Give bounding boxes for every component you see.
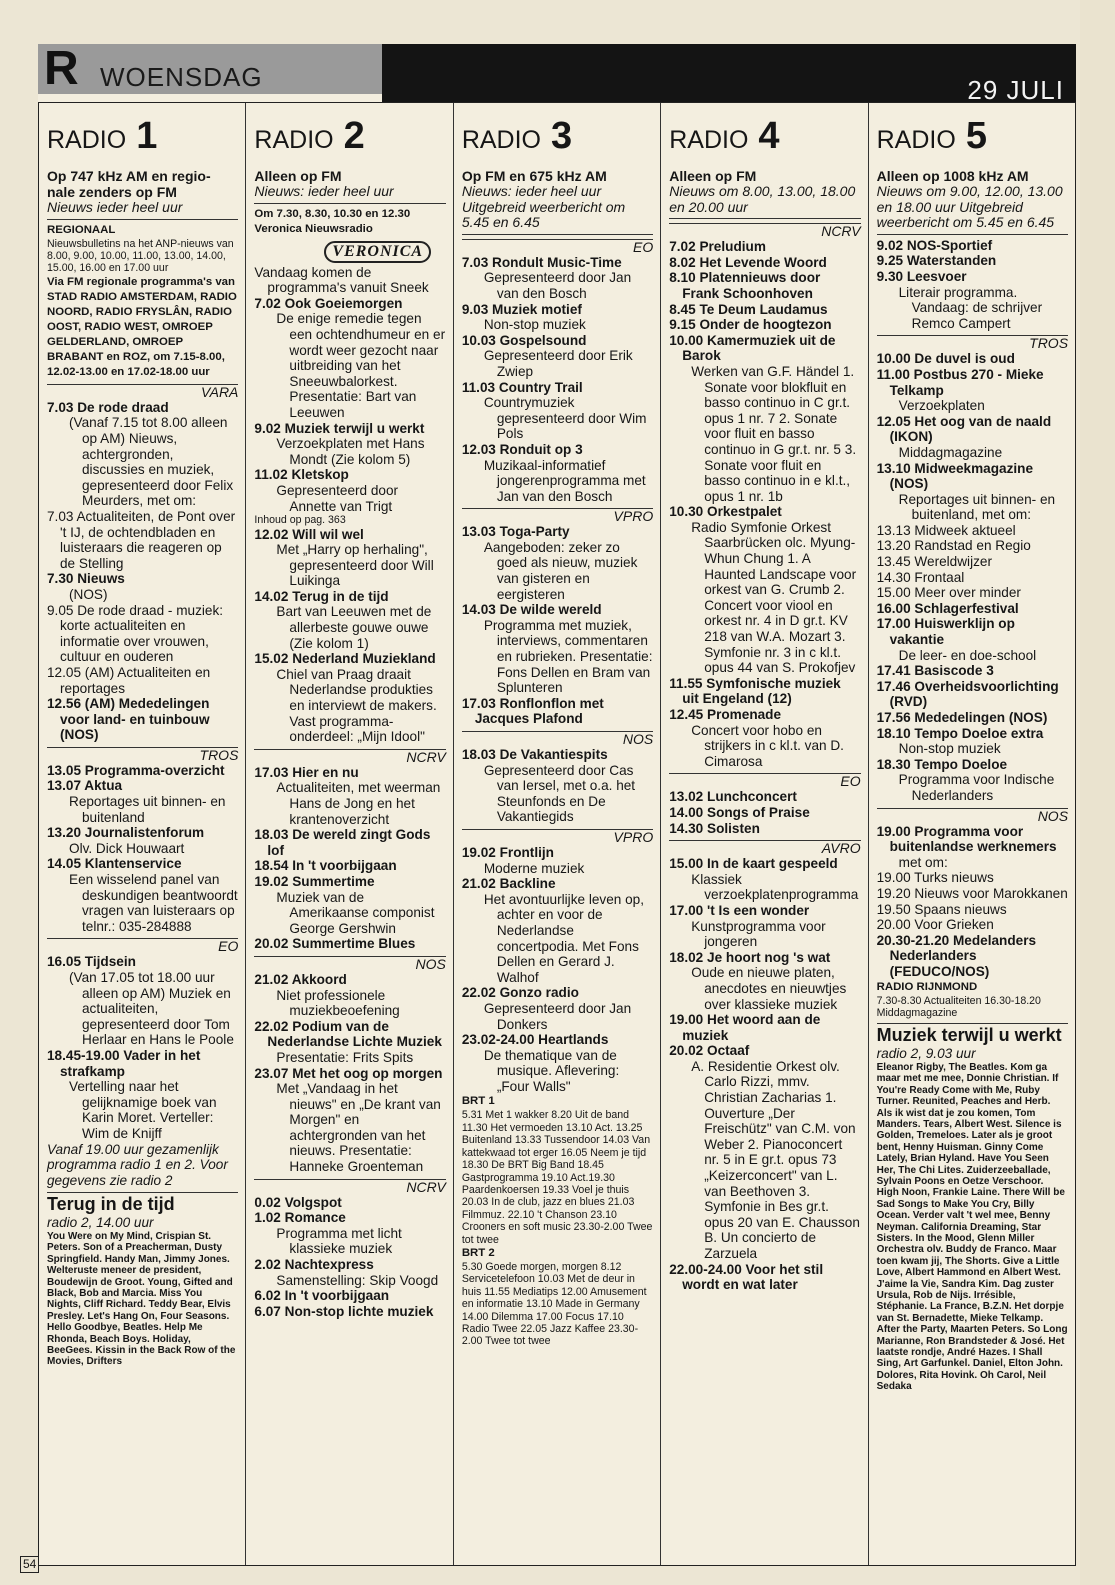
program-line: 7.03 Actualiteiten, de Pont over 't IJ, de ochtendbladen en luisteraars die reageren op de Stelling [47, 508, 236, 571]
program-line: 20.00 Voor Grieken [876, 917, 994, 933]
program-entry [669, 239, 860, 255]
program-line: 9.05 De rode draad - muziek: korte actualiteiten en informatie over vrouwen, cultuur en ouderen [47, 602, 224, 665]
page-number: 54 [20, 1556, 39, 1573]
program-line: Vandaag komen de programma's vanuit Sneek [254, 264, 429, 296]
program-entry [462, 442, 653, 504]
program-title: 17.56 Mededelingen (NOS) [876, 710, 1048, 725]
program-entry [254, 972, 445, 1019]
program-title: 12.56 (AM) Mededelingen voor land- en tuinbouw (NOS) [47, 696, 210, 743]
program-entry [254, 765, 445, 827]
station-number: 2 [343, 115, 365, 157]
program-description: Samenstelling: Skip Voogd [276, 1272, 439, 1288]
program-title: 18.02 Je hoort nog 's wat [669, 949, 831, 965]
program-description: Literair programma. Vandaag: de schrijver Remco Campert [898, 284, 1043, 331]
program-entry [877, 601, 1068, 617]
program-entry [462, 876, 653, 985]
station-intro: Alleen op FM [254, 168, 342, 184]
program-entry [877, 663, 1068, 679]
program-description: Met „Harry op herhaling", gepresenteerd door Will Luikinga [276, 542, 434, 589]
program-title: 7.03 Rondult Music-Time [461, 254, 622, 270]
program-title: 23.02-24.00 Heartlands [461, 1032, 609, 1048]
program-description: A. Residentie Orkest olv. Carlo Rizzi, mmv. Christian Zacharias 1. Ouverture „Der Freischütz" van C.M. von Weber 2. Pianoconcert nr. 5 in E gr.t. opus 73 „Keizerconcert" van L. van Beethoven 3. Symfonie in Bes gr.t. opus 20 van E. Chausson B. Un concierto de Zarzuela [691, 1058, 860, 1261]
station-word: RADIO [461, 126, 541, 154]
program-title: 18.54 In 't voorbijgaan [254, 858, 397, 874]
program-title: 10.30 Orkestpalet [669, 504, 782, 520]
program-entry [877, 679, 1068, 710]
program-entry [47, 1048, 238, 1142]
station-columns [38, 102, 1076, 1566]
program-title: 18.45-19.00 Vader in het strafkamp [47, 1047, 201, 1079]
program-description: Olv. Dick Houwaart [69, 840, 185, 856]
program-title: 9.30 Leesvoer [876, 268, 967, 284]
program-description: Middagmagazine [898, 444, 1003, 460]
program-entry [877, 933, 1068, 980]
program-line: 13.20 Randstad en Regio [876, 538, 1031, 554]
program-description: Presentatie: Frits Spits [276, 1049, 414, 1065]
program-title: 10.03 Gospelsound [461, 332, 587, 348]
program-entry [669, 1262, 860, 1293]
column-radio-4 [661, 103, 868, 1565]
divider-line [254, 203, 445, 204]
small-print: Nieuwsbulletins na het ANP-nieuws van 8.00, 9.00, 10.00, 11.00, 13.00, 14.00, 15.00, 16.00 en 17.00 uur [47, 237, 234, 275]
program-entry [462, 302, 653, 333]
program-title: 16.05 Tijdsein [47, 954, 136, 970]
program-entry [877, 824, 1068, 871]
program-entry [877, 238, 1068, 254]
program-title: 13.20 Journalistenforum [47, 825, 205, 841]
broadcaster-label: VPRO [462, 508, 653, 524]
program-entry [669, 805, 860, 821]
program-entry [254, 936, 445, 952]
program-title: 19.00 Het woord aan de muziek [669, 1012, 821, 1043]
broadcaster-label: NCRV [254, 749, 445, 765]
column-radio-3 [454, 103, 661, 1565]
program-description: Gepresenteerd door Jan Donkers [483, 1000, 632, 1032]
station-news: Nieuws ieder heel uur [47, 199, 183, 215]
program-entry [462, 747, 653, 825]
program-entry [254, 1210, 445, 1257]
program-title: 13.05 Programma-overzicht [47, 762, 225, 778]
program-entry [462, 602, 653, 696]
program-title: 14.03 De wilde wereld [461, 602, 602, 618]
program-title: 0.02 Volgspot [254, 1194, 342, 1210]
program-description: De leer- en doe-school [898, 647, 1037, 663]
program-title: 11.00 Postbus 270 - Mieke Telkamp [876, 366, 1044, 398]
station-word: RADIO [47, 126, 127, 154]
program-title: 13.03 Toga-Party [461, 524, 570, 540]
station-title [254, 115, 445, 158]
program-description: (Van 17.05 tot 18.00 uur alleen op AM) Muziek en actualiteiten, gepresenteerd door Tom Herlaar en Hans le Poole [69, 970, 234, 1048]
program-entry [254, 858, 445, 874]
program-entry [462, 380, 653, 442]
box-title: Terug in de tijd [47, 1192, 238, 1215]
broadcaster-label: TROS [47, 747, 238, 763]
program-entry [462, 524, 653, 602]
program-entry [462, 985, 653, 1032]
program-entry [669, 856, 860, 903]
program-description: Het avontuurlijke leven op, achter en voor de Nederlandse concertpodia. Met Fons Dellen en Gerard J. Walhof [483, 891, 645, 985]
program-description: Klassiek verzoekplatenprogramma [691, 871, 859, 903]
program-description: Moderne muziek [483, 860, 585, 876]
program-line: 14.30 Frontaal [876, 569, 965, 585]
program-entry [669, 302, 860, 318]
program-entry [877, 757, 1068, 804]
program-title: 22.02 Podium van de Nederlandse Lichte Muziek [254, 1018, 442, 1050]
program-description: Bart van Leeuwen met de allerbeste gouwe ouwe (Zie kolom 1) [276, 604, 432, 651]
program-entry [462, 333, 653, 380]
program-description: Muzikaal-informatief jongerenprogramma met Jan van den Bosch [483, 457, 646, 504]
program-description: Verzoekplaten met Hans Mondt (Zie kolom 5) [276, 436, 425, 467]
program-entry [47, 696, 238, 743]
program-description: Reportages uit binnen- en buitenland [69, 794, 226, 825]
header-day: WOENSDAG [100, 62, 263, 92]
broadcaster-label: EO [47, 938, 238, 954]
program-title: 20.02 Summertime Blues [254, 936, 416, 952]
program-description: Een wisselend panel van deskundigen beantwoordt vragen van luisteraars op telnr.: 035-284888 [69, 872, 238, 934]
program-title: 7.30 Nieuws [47, 571, 125, 587]
program-title: 22.02 Gonzo radio [461, 985, 579, 1001]
program-description: Radio Symfonie Orkest Saarbrücken olc. Myung-Whun Chung 1. A Haunted Landscape voor orkest van G. Crumb 2. Concert voor viool en orkest nr. 4 in D gr.t. KV 218 van W.A. Mozart 3. Symfonie nr. 3 in c kl.t. opus 44 van S. Prokofjev [691, 519, 857, 676]
program-entry [254, 1257, 445, 1288]
section-label: BRT 2 [461, 1246, 495, 1259]
program-title: 8.10 Platennieuws door Frank Schoonhoven [669, 270, 821, 301]
program-description: Vertelling naar het gelijknamige boek van Karin Moret. Verteller: Wim de Knijff [69, 1079, 217, 1141]
program-entry [462, 696, 653, 727]
station-number: 1 [136, 115, 158, 157]
station-intro: Op 747 kHz AM en regio-nale zenders op FM [47, 168, 211, 200]
program-title: 7.03 De rode draad [47, 399, 169, 415]
station-title [877, 115, 1068, 158]
program-title: 12.02 Will wil wel [254, 526, 364, 542]
program-description: Werken van G.F. Händel 1. Sonate voor blokfluit en basso continuo in C gr.t. opus 1 nr. 7 2. Sonate voor fluit en basso continuo in G gr.t. nr. 5 3. Sonate voor fluit en basso continuo in e kl.t., opus 1 nr. 1b [691, 363, 857, 504]
program-title: 17.41 Basiscode 3 [876, 663, 994, 679]
program-description: Met „Vandaag in het nieuws" en „De krant van Morgen" en achtergronden van het nieuws. Presentatie: Hanneke Groenteman [276, 1081, 441, 1175]
program-description: Niet professionele muziekbeoefening [276, 987, 400, 1019]
program-entry [669, 255, 860, 271]
program-description: Gepresenteerd door Annette van Trigt [276, 482, 399, 514]
program-title: 20.02 Octaaf [669, 1043, 750, 1059]
program-title: 7.02 Ook Goeiemorgen [254, 295, 403, 311]
program-description: Chiel van Praag draait Nederlandse produkties en interviewt de makers. Vast programma-onderdeel: „Mijn Idool" [276, 666, 437, 745]
program-title: 10.00 De duvel is oud [876, 351, 1015, 367]
program-description: Actualiteiten, met weerman Hans de Jong en het krantenoverzicht [276, 780, 441, 827]
program-title: 21.02 Akkoord [254, 971, 347, 987]
program-entry [47, 400, 238, 509]
program-title: 18.03 De wereld zingt Gods lof [254, 827, 431, 858]
section-label: BRT 1 [461, 1095, 495, 1108]
station-word: RADIO [254, 126, 334, 154]
program-line: 13.13 Midweek aktueel [876, 522, 1016, 538]
italic-note: Vanaf 19.00 uur gezamenlijk programma radio 1 en 2. Voor gegevens zie radio 2 [47, 1141, 228, 1188]
box-title: Muziek terwijl u werkt [877, 1023, 1068, 1046]
program-title: 6.02 In 't voorbijgaan [254, 1288, 390, 1304]
program-entry [877, 726, 1068, 757]
program-title: 11.55 Symfonische muziek uit Engeland (12) [669, 675, 841, 707]
column-radio-5 [869, 103, 1075, 1565]
station-word: RADIO [669, 126, 749, 154]
program-description: De thematique van de musique. Aflevering: „Four Walls" [483, 1047, 620, 1094]
program-line: 19.00 Turks nieuws [876, 870, 994, 886]
broadcaster-label: TROS [877, 335, 1068, 351]
program-entry [669, 504, 860, 676]
program-entry [47, 825, 238, 856]
program-line: 15.00 Meer over minder [876, 585, 1021, 601]
broadcaster-label: VPRO [462, 829, 653, 845]
small-print: 5.30 Goede morgen, morgen 8.12 Servicetelefoon 10.03 Met de deur in huis 11.55 Mediatips 12.00 Amusement en informatie 13.10 Made in Germany 14.00 Dilemma 17.00 Focus 17.10 Radio Twee 22.05 Jazz Kaffee 23.30-2.00 Twee tot twee [461, 1260, 647, 1348]
program-description: Aangeboden: zeker zo goed als nieuw, muziek van gisteren en eergisteren [483, 539, 638, 602]
divider-line [462, 234, 653, 235]
program-title: 18.03 De Vakantiespits [461, 747, 608, 762]
program-entry [669, 1012, 860, 1043]
broadcaster-label: NOS [877, 808, 1068, 824]
station-word: RADIO [876, 126, 956, 154]
program-description: Gepresenteerd door Cas van Iersel, met o.a. het Steunfonds en De Vakantiegids [483, 762, 636, 825]
program-entry [877, 710, 1068, 726]
program-entry [254, 651, 445, 745]
program-entry [254, 1304, 445, 1320]
station-number: 3 [551, 115, 573, 157]
station-intro: Alleen op 1008 kHz AM [876, 168, 1029, 184]
program-entry [47, 856, 238, 934]
tv-guide-page [38, 44, 1076, 1566]
program-entry [462, 1032, 653, 1094]
program-title: 15.02 Nederland Muziekland [254, 651, 436, 667]
program-title: 18.10 Tempo Doeloe extra [876, 725, 1044, 741]
header-right-band [382, 44, 1076, 105]
program-title: 14.05 Klantenservice [47, 856, 182, 872]
divider-line [47, 219, 238, 220]
program-title: 9.03 Muziek motief [461, 301, 582, 317]
program-title: 9.15 Onder de hoogtezon [669, 317, 832, 333]
program-title: 20.30-21.20 Medelanders Nederlanders (FEDUCO/NOS) [876, 932, 1037, 979]
program-title: 19.02 Frontlijn [461, 844, 554, 860]
program-entry [462, 845, 653, 876]
program-description: Non-stop muziek [483, 317, 586, 333]
program-line: 12.05 (AM) Actualiteiten en reportages [47, 664, 211, 696]
station-intro: Alleen op FM [669, 168, 757, 184]
program-entry [462, 255, 653, 302]
program-entry [254, 1195, 445, 1211]
program-title: 6.07 Non-stop lichte muziek [254, 1303, 434, 1319]
program-title: 14.02 Terug in de tijd [254, 588, 389, 604]
broadcaster-label: NOS [254, 956, 445, 972]
program-entry [877, 367, 1068, 414]
section-label: Om 7.30, 8.30, 10.30 en 12.30 Veronica Nieuwsradio [254, 207, 411, 235]
program-title: 17.00 Huiswerklijn op vakantie [876, 616, 1015, 648]
station-news: Nieuws: ieder heel uur [254, 183, 394, 199]
program-description: Non-stop muziek [898, 741, 1001, 757]
program-line: 19.50 Spaans nieuws [876, 901, 1007, 917]
program-line: 19.20 Nieuws voor Marokkanen [876, 885, 1068, 901]
station-number: 5 [965, 115, 987, 157]
program-title: 19.00 Programma voor buitenlandse werknemers [876, 823, 1057, 855]
program-description: (NOS) [69, 586, 108, 602]
broadcaster-label: NCRV [254, 1179, 445, 1195]
program-description: Kunstprogramma voor jongeren [691, 918, 826, 950]
station-number: 4 [758, 115, 780, 157]
program-title: 14.00 Songs of Praise [669, 804, 810, 820]
program-description: De enige remedie tegen een ochtendhumeur en er wordt weer gezocht naar uitbreiding van het Sneeuwbalorkest. Presentatie: Bart van Leeuwen [276, 311, 446, 420]
program-title: 1.02 Romance [254, 1210, 346, 1226]
program-title: 17.03 Hier en nu [254, 764, 359, 780]
italic-note: radio 2, 9.03 uur [876, 1046, 976, 1062]
program-title: 21.02 Backline [461, 876, 556, 892]
broadcaster-label: EO [462, 239, 653, 255]
program-entry [254, 421, 445, 468]
station-news: Nieuws om 9.00, 12.00, 13.00 en 18.00 uur Uitgebreid weerbericht om 5.45 en 6.45 [876, 183, 1063, 231]
program-description: Countrymuziek gepresenteerd door Wim Pols [483, 395, 647, 442]
program-title: 9.02 Muziek terwijl u werkt [254, 420, 425, 436]
program-entry [669, 1043, 860, 1261]
program-entry [254, 296, 445, 421]
program-line: 13.45 Wereldwijzer [876, 554, 992, 570]
song-list: Eleanor Rigby, The Beatles. Kom ga maar met me mee, Donnie Christian. If You're Ready Come with Me, Ruby Turner. Reunited, Peaches and Herb. Als ik wist dat je zou komen, Tom Manders. Tears, Albert West. Silence is Golden, Tremeloes. Later als je groot bent, Henny Huisman. Ginny Come Lately, Brian Hyland. Have You Seen Her, The Chi Lites. Zuiderzeeballade, Sylvain Poons en Oetze Verschoor. High Noon, Frankie Laine. There Will be Sad Songs to Make You Cry, Billy Ocean. Verder valt 't wel mee, Benny Neyman. California Dreaming, Star Sisters. In the Mood, Glenn Miller Orchestra olv. Buddy de Franco. Maar toen kwam jij, The Shorts. Give a Little Love, Albert Hammond en Albert West. J'aime la Vie, Sandra Kim. Dag zuster Ursula, Rob de Nijs. Irrésible, Stéphanie. La France, B.Z.N. Het dorpje van St. Bernadette, Mieke Telkamp. After the Party, Maarten Peters. So Long Marianne, Ron Brandsteder & José. Het laatste rondje, André Hazes. I Shall Sing, Art Garfunkel. Daniel, Elton John. Dolores, Rita Hovink. Oh Carol, Neil Sedaka [876, 1061, 1068, 1393]
program-entry [877, 269, 1068, 331]
program-description: Oude en nieuwe platen, anecdotes en nieuwtjes over klassieke muziek [691, 965, 847, 1012]
program-entry [47, 763, 238, 779]
program-entry [669, 270, 860, 301]
divider-line [877, 234, 1068, 235]
program-entry [254, 827, 445, 858]
program-title: 11.03 Country Trail [461, 379, 583, 395]
program-entry [669, 789, 860, 805]
program-description: Concert voor hobo en strijkers in c kl.t. van D. Cimarosa [691, 722, 844, 769]
program-description: met om: [898, 854, 948, 870]
program-entry [669, 333, 860, 505]
program-title: 13.07 Aktua [47, 778, 123, 794]
broadcaster-label: NCRV [669, 223, 860, 239]
program-entry [254, 1066, 445, 1175]
section-label: RADIO RIJNMOND [876, 980, 978, 993]
program-entry [877, 253, 1068, 269]
program-title: 9.25 Waterstanden [876, 253, 997, 269]
program-entry [254, 874, 445, 936]
program-title: 17.00 't Is een wonder [669, 902, 810, 918]
program-description: (Vanaf 7.15 tot 8.00 alleen op AM) Nieuws, achtergronden, discussies en muziek, gepresenteerd door Felix Meurders, met om: [69, 415, 234, 509]
broadcaster-label: VARA [47, 384, 238, 400]
program-title: 14.30 Solisten [669, 820, 760, 836]
program-title: 11.02 Kletskop [254, 467, 349, 483]
program-entry [47, 778, 238, 825]
program-description: Programma met muziek, interviews, commentaren en rubrieken. Presentatie: Fons Dellen en Bram van Splunteren [483, 617, 653, 696]
column-radio-2 [246, 103, 453, 1565]
program-title: 22.00-24.00 Voor het stil wordt en wat later [669, 1261, 824, 1293]
program-title: 10.00 Kamermuziek uit de Barok [669, 332, 836, 364]
program-title: 8.45 Te Deum Laudamus [669, 301, 828, 317]
program-title: 19.02 Summertime [254, 873, 375, 889]
program-title: 9.02 NOS-Sportief [876, 237, 993, 253]
program-entry [254, 467, 445, 514]
song-list: You Were on My Mind, Crispian St. Peters. Son of a Preacherman, Dusty Springfield. Handy Man, Jimmy Jones. Welteruste meneer de president, Boudewijn de Groot. Young, Gifted and Black, Bob and Marcia. Miss You Nights, Cliff Richard. Teddy Bear, Elvis Presley. Let's Hang On, Four Seasons. Hello Goodbye, Beatles. Help Me Rhonda, Beach Boys. Holiday, BeeGees. Kissin in the Back Row of the Movies, Drifters [47, 1230, 236, 1368]
section-label: REGIONAAL [47, 223, 116, 236]
program-description: Muziek van de Amerikaanse componist George Gershwin [276, 889, 435, 936]
program-title: 18.30 Tempo Doeloe [876, 756, 1008, 772]
header-letter: R [44, 42, 79, 95]
section-label: Via FM regionale programma's van STAD RADIO AMSTERDAM, RADIO NOORD, RADIO FRYSLÂN, RADIO OOST, RADIO WEST, OMROEP GELDERLAND, OMROEP BRABANT en ROZ, om 7.15-8.00, 12.02-13.00 en 17.02-18.00 uur [47, 275, 237, 378]
veronica-logo: VERONICA [324, 241, 431, 263]
station-title [669, 115, 860, 158]
program-entry [254, 527, 445, 589]
program-entry [669, 950, 860, 1012]
station-news: Nieuws: ieder heel uur Uitgebreid weerbericht om 5.45 en 6.45 [461, 183, 626, 231]
italic-note: radio 2, 14.00 uur [47, 1215, 154, 1231]
broadcaster-label: AVRO [669, 840, 860, 856]
station-intro: Op FM en 675 kHz AM [461, 168, 607, 184]
program-title: 16.00 Schlagerfestival [876, 600, 1019, 616]
program-entry [669, 707, 860, 769]
small-print: 7.30-8.30 Actualiteiten 16.30-18.20 Middagmagazine [876, 994, 1041, 1019]
program-description: Verzoekplaten [898, 398, 985, 414]
program-description: Gepresenteerd door Jan van den Bosch [483, 270, 632, 301]
header-date: 29 JULI [967, 75, 1064, 105]
program-entry [47, 954, 238, 1048]
program-entry [877, 351, 1068, 367]
header-left-band [38, 44, 382, 94]
program-entry [877, 616, 1068, 663]
program-entry [254, 1019, 445, 1066]
program-title: 2.02 Nachtexpress [254, 1257, 374, 1273]
station-title [462, 115, 653, 158]
program-description: Programma met licht klassieke muziek [276, 1225, 402, 1257]
program-entry [669, 903, 860, 950]
broadcaster-label: NOS [462, 731, 653, 747]
program-title: 17.46 Overheidsvoorlichting (RVD) [876, 678, 1059, 710]
column-radio-1 [39, 103, 246, 1565]
small-print: 5.31 Met 1 wakker 8.20 Uit de band 11.30 Het vermoeden 13.10 Act. 13.25 Buitenland 13.33 Tussendoor 14.03 Van kattekwaad tot erger 16.05 Neem je tijd 18.30 De BRT Big Band 18.45 Gastprogramma 19.10 Act.19.30 Paardenkoersen 19.33 Voel je thuis 20.03 In de club, jazz en blues 21.03 Filmmuz. 22.10 't Chanson 23.10 Crooners en soft music 23.30-2.00 Twee tot twee [461, 1109, 653, 1246]
program-title: 13.02 Lunchconcert [669, 789, 797, 805]
program-entry [877, 461, 1068, 523]
program-description: Reportages uit binnen- en buitenland, met om: [898, 491, 1056, 523]
program-title: 17.03 Ronflonflon met Jacques Plafond [461, 695, 604, 727]
next-page-edge [1080, 0, 1115, 1585]
program-entry [254, 1288, 445, 1304]
program-entry [669, 676, 860, 707]
program-title: 15.00 In de kaart gespeeld [669, 856, 838, 872]
station-news: Nieuws om 8.00, 13.00, 18.00 en 20.00 uur [669, 183, 856, 215]
program-title: 13.10 Midweekmagazine (NOS) [876, 460, 1034, 492]
program-entry [669, 821, 860, 837]
program-entry [877, 414, 1068, 461]
program-entry [47, 571, 238, 602]
program-title: 23.07 Met het oog op morgen [254, 1065, 443, 1081]
program-entry [669, 317, 860, 333]
program-title: 7.02 Preludium [669, 239, 766, 255]
program-title: 8.02 Het Levende Woord [669, 254, 827, 270]
program-title: 12.05 Het oog van de naald (IKON) [876, 413, 1052, 445]
broadcaster-label: EO [669, 773, 860, 789]
divider-line [669, 218, 860, 219]
program-description: Gepresenteerd door Erik Zwiep [483, 348, 633, 379]
program-title: 12.45 Promenade [669, 707, 782, 722]
program-title: 12.03 Ronduit op 3 [461, 441, 583, 457]
program-description: Programma voor Indische Nederlanders [898, 772, 1055, 803]
station-title [47, 115, 238, 158]
small-print: Inhoud op pag. 363 [254, 514, 346, 527]
program-entry [254, 589, 445, 651]
